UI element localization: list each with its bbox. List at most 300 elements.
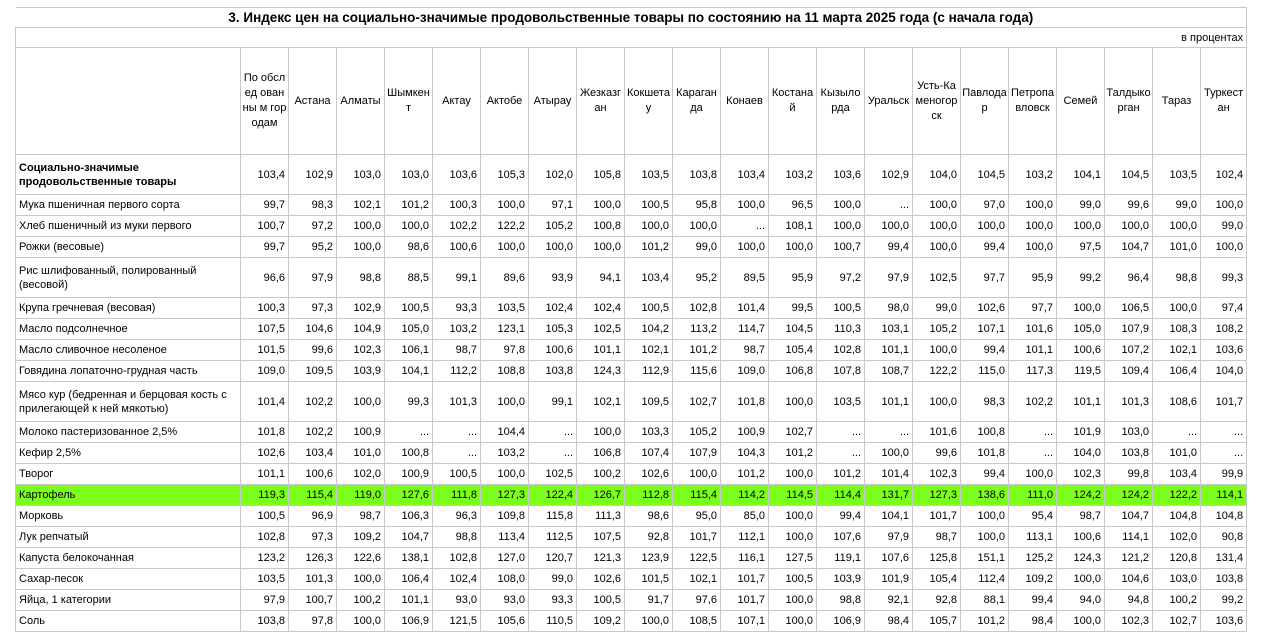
table-cell: 100,0 [1201,237,1247,258]
row-label: Лук репчатый [16,527,241,548]
table-cell: 88,1 [961,590,1009,611]
table-cell: 98,8 [817,590,865,611]
column-header-19: Талдыкорган [1105,48,1153,155]
table-cell: 109,4 [1105,361,1153,382]
table-cell: 122,2 [481,216,529,237]
table-cell: 138,6 [961,485,1009,506]
table-cell: 100,0 [481,195,529,216]
table-cell: 100,0 [769,527,817,548]
table-cell: 92,8 [913,590,961,611]
table-cell: 96,4 [1105,258,1153,298]
table-cell: 99,4 [1009,590,1057,611]
column-header-18: Семей [1057,48,1105,155]
table-cell: 114,7 [721,319,769,340]
table-cell: 106,8 [577,443,625,464]
table-cell: 106,5 [1105,298,1153,319]
table-row [16,216,1247,237]
table-cell: 100,0 [769,382,817,422]
table-cell: 100,0 [1057,569,1105,590]
table-cell: 107,1 [961,319,1009,340]
table-cell: 105,4 [769,340,817,361]
table-cell: 108,3 [1153,319,1201,340]
table-cell: ... [1009,443,1057,464]
table-cell: 102,6 [577,569,625,590]
table-cell: 101,2 [385,195,433,216]
table-row [16,527,1247,548]
table-cell: 104,0 [913,155,961,195]
row-label: Мука пшеничная первого сорта [16,195,241,216]
table-cell: 103,8 [1201,569,1247,590]
table-cell: 104,8 [1153,506,1201,527]
table-cell: 124,2 [1057,485,1105,506]
table-cell: 101,9 [1057,422,1105,443]
table-cell: 105,4 [913,569,961,590]
table-cell: 99,3 [1201,258,1247,298]
table-cell: 112,5 [529,527,577,548]
row-label: Творог [16,464,241,485]
table-cell: 105,8 [577,155,625,195]
table-cell: 100,0 [769,237,817,258]
table-cell: 98,7 [337,506,385,527]
table-cell: 101,1 [385,590,433,611]
table-cell: 112,1 [721,527,769,548]
table-cell: 102,0 [529,155,577,195]
table-cell: 99,4 [961,464,1009,485]
table-cell: 100,6 [529,340,577,361]
table-cell: 107,6 [865,548,913,569]
table-cell: 100,0 [913,237,961,258]
table-cell: 100,0 [961,506,1009,527]
table-cell: 109,5 [289,361,337,382]
table-row [16,340,1247,361]
table-cell: 113,1 [1009,527,1057,548]
table-cell: 94,8 [1105,590,1153,611]
table-cell: 97,5 [1057,237,1105,258]
table-cell: 105,2 [673,422,721,443]
table-cell: ... [1201,422,1247,443]
table-cell: 119,1 [817,548,865,569]
table-cell: 101,9 [865,569,913,590]
table-cell: 105,3 [481,155,529,195]
table-cell: 89,5 [721,258,769,298]
table-cell: 98,0 [865,298,913,319]
table-cell: 88,5 [385,258,433,298]
table-cell: 99,5 [769,298,817,319]
table-cell: 106,1 [385,340,433,361]
table-cell: 102,9 [337,298,385,319]
table-cell: 103,4 [241,155,289,195]
table-cell: 100,0 [721,237,769,258]
table-cell: 104,7 [1105,237,1153,258]
table-cell: 104,5 [769,319,817,340]
table-cell: 109,2 [337,527,385,548]
table-cell: 119,3 [241,485,289,506]
table-cell: 100,5 [241,506,289,527]
table-cell: 102,2 [289,382,337,422]
table-cell: 104,7 [1105,506,1153,527]
table-cell: 131,7 [865,485,913,506]
table-cell: 103,9 [817,569,865,590]
table-cell: 107,6 [817,527,865,548]
table-cell: 103,5 [481,298,529,319]
table-cell: 99,3 [385,382,433,422]
table-cell: 100,0 [817,216,865,237]
table-cell: 106,4 [1153,361,1201,382]
table-cell: 103,6 [817,155,865,195]
table-cell: 101,4 [865,464,913,485]
table-cell: 104,3 [721,443,769,464]
table-row [16,298,1247,319]
table-cell: 104,0 [1201,361,1247,382]
table-cell: 95,2 [673,258,721,298]
table-cell: ... [1153,422,1201,443]
column-header-10: Караганда [673,48,721,155]
column-header-9: Кокшетау [625,48,673,155]
table-cell: 101,2 [625,237,673,258]
table-cell: 127,3 [481,485,529,506]
table-cell: 100,0 [913,382,961,422]
table-cell: 102,6 [625,464,673,485]
table-cell: 109,5 [625,382,673,422]
table-cell: 100,0 [625,216,673,237]
table-cell: 101,2 [769,443,817,464]
table-cell: 97,4 [1201,298,1247,319]
table-cell: 98,3 [289,195,337,216]
table-cell: 98,7 [433,340,481,361]
table-cell: 103,5 [817,382,865,422]
table-cell: 100,0 [481,464,529,485]
table-row [16,319,1247,340]
table-cell: 102,4 [529,298,577,319]
table-cell: 103,5 [241,569,289,590]
table-cell: 100,8 [577,216,625,237]
table-cell: 102,8 [673,298,721,319]
table-cell: 100,9 [385,464,433,485]
table-cell: 101,1 [241,464,289,485]
table-cell: 100,0 [913,195,961,216]
table-cell: 102,1 [1153,340,1201,361]
table-cell: 100,0 [1153,298,1201,319]
column-header-8: Жезказган [577,48,625,155]
table-cell: 101,4 [721,298,769,319]
table-cell: 92,1 [865,590,913,611]
row-label: Крупа гречневая (весовая) [16,298,241,319]
table-cell: 100,6 [1057,527,1105,548]
table-cell: 114,4 [817,485,865,506]
table-cell: 93,3 [433,298,481,319]
table-cell: ... [433,422,481,443]
table-cell: 103,6 [1201,340,1247,361]
table-cell: 112,9 [625,361,673,382]
column-header-17: Петропавловск [1009,48,1057,155]
table-cell: 99,4 [865,237,913,258]
table-cell: 101,1 [865,382,913,422]
table-cell: 107,9 [1105,319,1153,340]
column-header-14: Уральск [865,48,913,155]
table-cell: 114,5 [769,485,817,506]
table-cell: 107,5 [577,527,625,548]
table-cell: 103,8 [529,361,577,382]
table-cell: 99,7 [241,195,289,216]
table-cell: 102,8 [433,548,481,569]
table-cell: ... [721,216,769,237]
table-cell: 97,8 [481,340,529,361]
table-cell: 127,3 [913,485,961,506]
table-cell: 92,8 [625,527,673,548]
table-cell: 104,2 [625,319,673,340]
table-cell: 98,6 [625,506,673,527]
table-cell: 100,0 [337,611,385,632]
table-cell: 103,4 [625,258,673,298]
table-cell: 102,0 [1153,527,1201,548]
table-cell: 101,0 [337,443,385,464]
table-cell: 109,2 [577,611,625,632]
table-cell: 93,0 [433,590,481,611]
table-cell: 103,4 [1153,464,1201,485]
table-cell: 93,3 [529,590,577,611]
table-cell: 101,2 [961,611,1009,632]
table-cell: 105,0 [1057,319,1105,340]
table-cell: 100,0 [913,216,961,237]
table-row [16,611,1247,632]
spreadsheet-table-container [15,7,1246,632]
table-cell: 100,7 [241,216,289,237]
column-header-row [16,48,1247,155]
table-cell: 100,6 [1057,340,1105,361]
table-cell: 101,7 [673,527,721,548]
table-cell: 100,0 [337,237,385,258]
table-cell: 97,7 [961,258,1009,298]
table-cell: 100,0 [481,382,529,422]
table-cell: 103,2 [433,319,481,340]
row-label: Хлеб пшеничный из муки первого [16,216,241,237]
table-cell: 97,7 [1009,298,1057,319]
row-label: Мясо кур (бедренная и берцовая кость с прилегающей к ней мякотью) [16,382,241,422]
table-cell: 98,6 [385,237,433,258]
table-cell: 100,8 [385,443,433,464]
table-cell: 126,3 [289,548,337,569]
table-row [16,195,1247,216]
table-row [16,258,1247,298]
table-cell: 100,0 [625,611,673,632]
table-cell: 104,4 [481,422,529,443]
table-cell: 103,0 [1153,569,1201,590]
table-cell: 100,0 [1009,237,1057,258]
table-cell: 99,6 [289,340,337,361]
table-cell: 100,0 [337,569,385,590]
table-cell: 106,9 [385,611,433,632]
table-cell: 100,0 [385,216,433,237]
table-cell: 104,8 [1201,506,1247,527]
table-cell: 107,1 [721,611,769,632]
table-cell: 95,9 [1009,258,1057,298]
table-cell: 103,9 [337,361,385,382]
table-cell: 94,1 [577,258,625,298]
table-cell: 123,2 [241,548,289,569]
table-cell: 100,9 [337,422,385,443]
table-cell: 104,0 [1057,443,1105,464]
table-cell: 103,2 [481,443,529,464]
table-cell: 103,8 [1105,443,1153,464]
table-cell: 109,8 [481,506,529,527]
table-cell: 103,4 [289,443,337,464]
table-cell: 117,3 [1009,361,1057,382]
column-header-product [16,48,241,155]
table-cell: 122,2 [1153,485,1201,506]
table-cell: ... [1009,422,1057,443]
column-header-2: Астана [289,48,337,155]
table-cell: 100,0 [961,527,1009,548]
table-cell: 151,1 [961,548,1009,569]
table-cell: 125,2 [1009,548,1057,569]
table-cell: 100,5 [817,298,865,319]
table-cell: 123,9 [625,548,673,569]
table-cell: 97,9 [865,258,913,298]
table-cell: 100,2 [1153,590,1201,611]
table-cell: 112,4 [961,569,1009,590]
table-row [16,237,1247,258]
table-cell: 96,5 [769,195,817,216]
table-cell: 100,0 [769,506,817,527]
table-cell: ... [1201,443,1247,464]
table-cell: 102,2 [289,422,337,443]
table-cell: 104,1 [865,506,913,527]
row-label: Капуста белокочанная [16,548,241,569]
table-cell: 119,0 [337,485,385,506]
table-cell: ... [529,422,577,443]
table-cell: 102,8 [817,340,865,361]
table-cell: 100,5 [385,298,433,319]
table-body [16,155,1247,632]
table-cell: 106,8 [769,361,817,382]
table-cell: 101,1 [1057,382,1105,422]
column-header-13: Кызылорда [817,48,865,155]
table-cell: 100,0 [337,216,385,237]
table-cell: 100,0 [1009,464,1057,485]
table-cell: 99,6 [1105,195,1153,216]
table-cell: 101,8 [241,422,289,443]
table-cell: 101,0 [1153,237,1201,258]
table-cell: 102,8 [241,527,289,548]
table-cell: 100,0 [1057,298,1105,319]
table-cell: 122,6 [337,548,385,569]
table-cell: 103,1 [865,319,913,340]
table-cell: 101,7 [1201,382,1247,422]
table-cell: 105,7 [913,611,961,632]
table-cell: 102,1 [337,195,385,216]
table-cell: 127,0 [481,548,529,569]
table-cell: 106,9 [817,611,865,632]
table-cell: 112,2 [433,361,481,382]
table-cell: ... [529,443,577,464]
table-cell: 104,6 [289,319,337,340]
table-cell: 101,8 [721,382,769,422]
table-cell: ... [865,195,913,216]
table-cell: 103,6 [433,155,481,195]
table-cell: 99,9 [1201,464,1247,485]
table-cell: 100,0 [865,443,913,464]
table-cell: 102,5 [577,319,625,340]
table-cell: 103,8 [241,611,289,632]
table-row [16,155,1247,195]
table-cell: 91,7 [625,590,673,611]
table-cell: 126,7 [577,485,625,506]
column-header-6: Актобе [481,48,529,155]
table-cell: 104,7 [385,527,433,548]
table-cell: 105,6 [481,611,529,632]
table-cell: 100,5 [625,195,673,216]
table-cell: 102,7 [769,422,817,443]
table-cell: 101,2 [673,340,721,361]
column-header-4: Шымкент [385,48,433,155]
table-cell: 100,0 [961,216,1009,237]
table-cell: 97,9 [241,590,289,611]
table-cell: 95,8 [673,195,721,216]
table-cell: 107,5 [241,319,289,340]
table-cell: 99,6 [913,443,961,464]
table-cell: 101,7 [721,569,769,590]
table-cell: 95,4 [1009,506,1057,527]
table-row [16,464,1247,485]
table-cell: 106,4 [385,569,433,590]
table-cell: 108,0 [481,569,529,590]
table-cell: 106,3 [385,506,433,527]
table-cell: 97,2 [289,216,337,237]
row-label: Картофель [16,485,241,506]
table-row [16,506,1247,527]
table-cell: 100,0 [769,611,817,632]
table-cell: 100,0 [577,195,625,216]
table-cell: 100,0 [577,422,625,443]
table-cell: 115,4 [289,485,337,506]
table-cell: 104,9 [337,319,385,340]
table-cell: 110,5 [529,611,577,632]
table-cell: 102,0 [337,464,385,485]
table-title: 3. Индекс цен на социально-значимые продовольственные товары по состоянию на 11 марта 2025 года (с начала года) [16,8,1247,28]
table-cell: 99,0 [529,569,577,590]
table-cell: 120,8 [1153,548,1201,569]
row-label: Сахар-песок [16,569,241,590]
table-cell: 100,0 [1057,216,1105,237]
table-cell: 100,0 [481,237,529,258]
unit-label: в процентах [16,28,1247,48]
table-cell: 115,6 [673,361,721,382]
table-cell: 114,2 [721,485,769,506]
table-cell: ... [385,422,433,443]
table-cell: 124,3 [577,361,625,382]
table-cell: 102,6 [961,298,1009,319]
table-cell: 108,2 [1201,319,1247,340]
table-cell: 100,0 [913,340,961,361]
table-cell: 116,1 [721,548,769,569]
table-cell: 110,3 [817,319,865,340]
table-cell: 97,3 [289,298,337,319]
table-cell: 103,8 [673,155,721,195]
row-label: Социально-значимые продовольственные товары [16,155,241,195]
table-cell: 109,2 [1009,569,1057,590]
table-cell: 101,6 [1009,319,1057,340]
table-cell: 115,8 [529,506,577,527]
table-cell: 100,0 [769,464,817,485]
table-cell: 100,0 [673,216,721,237]
table-cell: 103,5 [625,155,673,195]
table-cell: 96,3 [433,506,481,527]
table-cell: 97,3 [289,527,337,548]
table-cell: 102,3 [1105,611,1153,632]
table-cell: 97,2 [817,258,865,298]
row-label: Рис шлифованный, полированный (весовой) [16,258,241,298]
row-label: Рожки (весовые) [16,237,241,258]
